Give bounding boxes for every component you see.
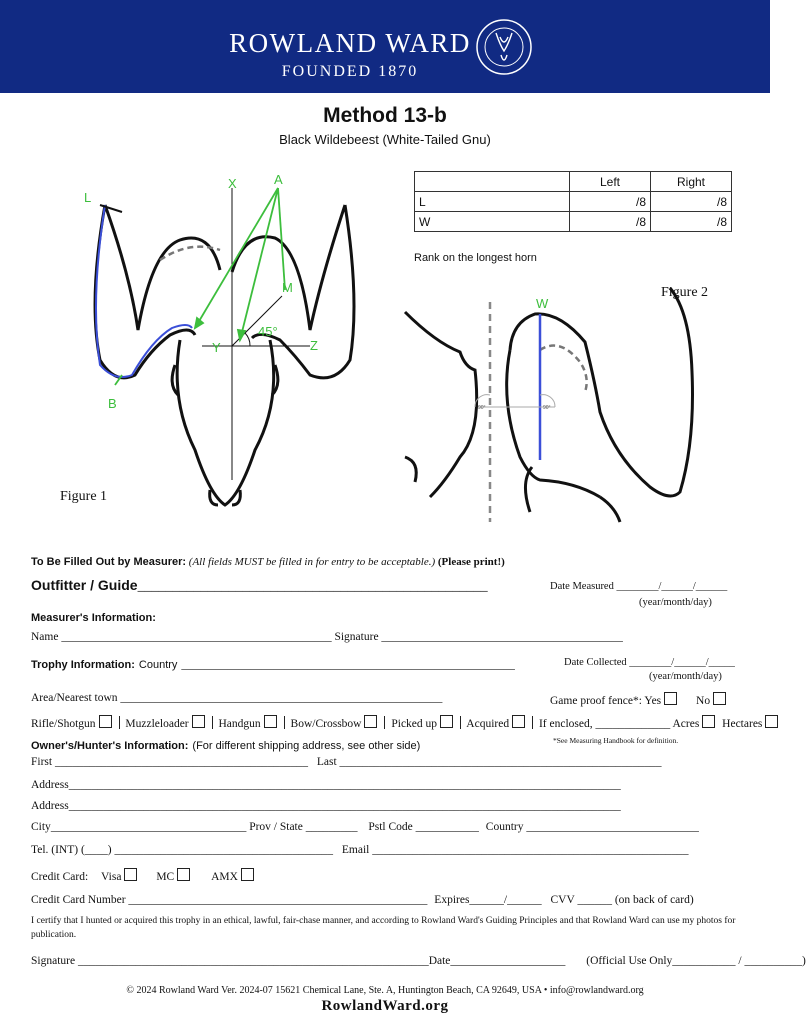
address-label-2: Address — [31, 800, 69, 812]
figure-2-label: Figure 2 — [661, 285, 709, 300]
email-label: Email — [341, 844, 370, 856]
method-bow-label: Bow/Crossbow — [290, 718, 362, 730]
mc-label: MC — [156, 871, 175, 883]
marker-y: Y — [212, 340, 221, 355]
marker-angle: 45° — [258, 324, 278, 339]
figure-2-horn-diagram — [400, 282, 730, 522]
date-measured-field[interactable]: Date Measured ________/______/______ — [550, 581, 728, 592]
marker-w: W — [536, 296, 549, 311]
table-row — [415, 192, 732, 212]
no-label: No — [696, 695, 711, 707]
rank-note: Rank on the longest horn — [414, 252, 537, 264]
outfitter-row: Outfitter / Guide__________________________________________________ — [31, 577, 488, 594]
marker-m: M — [282, 280, 293, 295]
email-field[interactable]: _______________________________________________________ — [372, 844, 689, 856]
table-row — [415, 212, 732, 232]
country-label: Country — [138, 659, 178, 671]
rifle-checkbox[interactable] — [99, 715, 112, 728]
no-checkbox[interactable] — [713, 692, 726, 705]
owner-note: (For different shipping address, see other side) — [192, 740, 421, 752]
marker-l: L — [84, 190, 92, 205]
hectares-checkbox[interactable] — [765, 715, 778, 728]
acres-checkbox[interactable] — [702, 715, 715, 728]
handbook-note: *See Measuring Handbook for definition. — [553, 736, 679, 745]
acquired-checkbox[interactable] — [512, 715, 525, 728]
country2-field[interactable]: ______________________________ — [526, 821, 699, 833]
last-field[interactable]: ________________________________________________________ — [339, 756, 662, 768]
signature2-field[interactable]: _____________________________________________________________ — [77, 955, 429, 967]
signature-field[interactable]: __________________________________________ — [381, 631, 623, 643]
seal-logo-icon — [474, 11, 534, 85]
bow-checkbox[interactable] — [364, 715, 377, 728]
game-fence-label: Game proof fence*: — [550, 695, 642, 707]
page-title: Method 13-b — [323, 104, 447, 127]
expires-field[interactable]: Expires______/______ — [434, 894, 542, 906]
name-field[interactable]: _______________________________________________ — [61, 631, 332, 643]
date2-label: Date — [428, 955, 451, 967]
handgun-checkbox[interactable] — [264, 715, 277, 728]
instructions-print: (Please print!) — [437, 556, 505, 568]
col-right-header: Right — [651, 172, 732, 192]
game-fence-row — [550, 692, 730, 707]
official-use-field: (Official Use Only___________ / __________) — [586, 955, 806, 967]
method-handgun-label: Handgun — [218, 718, 261, 730]
country2-label: Country — [485, 821, 524, 833]
figure-1-label: Figure 1 — [60, 489, 108, 504]
credit-card-label: Credit Card: — [31, 871, 89, 883]
method-picked-up-label: Picked up — [391, 718, 438, 730]
visa-label: Visa — [101, 871, 122, 883]
footer-site-link[interactable]: RowlandWard.org — [321, 998, 449, 1014]
picked-up-checkbox[interactable] — [440, 715, 453, 728]
address-row-1 — [31, 779, 621, 791]
first-field[interactable]: ____________________________________________ — [54, 756, 308, 768]
marker-x: X — [228, 176, 237, 191]
row-label: L — [415, 192, 570, 212]
date2-field[interactable]: ____________________ — [450, 955, 566, 967]
marker-b: B — [108, 396, 117, 411]
enclosed-label: If enclosed, _____________ Acres — [538, 718, 700, 730]
visa-checkbox[interactable] — [124, 868, 137, 881]
row-label: W — [415, 212, 570, 232]
area-row — [31, 692, 442, 704]
measurer-info-heading: Measurer's Information: — [31, 612, 156, 624]
city-row — [31, 821, 699, 833]
method-acquired-label: Acquired — [466, 718, 510, 730]
cc-number-field[interactable]: ____________________________________________________ — [128, 894, 428, 906]
measurement-table — [414, 171, 732, 232]
name-row — [31, 631, 623, 643]
country-field[interactable]: __________________________________________________________ — [181, 659, 515, 671]
marker-z: Z — [310, 338, 318, 353]
tel-field[interactable]: ______________________________________ — [114, 844, 333, 856]
page-subtitle: Black Wildebeest (White-Tailed Gnu) — [279, 132, 491, 147]
signature-date-row — [31, 955, 806, 967]
cc-number-row — [31, 894, 694, 906]
mc-checkbox[interactable] — [177, 868, 190, 881]
trophy-info-label: Trophy Information: — [31, 659, 135, 671]
address-field-1[interactable]: ________________________________________________________________________________________________ — [68, 779, 621, 791]
city-label: City — [31, 821, 51, 833]
method-muzzleloader-label: Muzzleloader — [125, 718, 189, 730]
angle-right-label: 90° — [543, 405, 551, 411]
cc-number-label: Credit Card Number — [31, 894, 126, 906]
hectares-label: Hectares — [722, 718, 763, 730]
area-field[interactable]: ________________________________________________________ — [120, 692, 443, 704]
founded-text: FOUNDED 1870 — [281, 63, 419, 80]
outfitter-label: Outfitter / Guide — [31, 577, 138, 593]
ymd-note-1: (year/month/day) — [639, 597, 712, 608]
cell-right[interactable]: /8 — [651, 212, 732, 232]
prov-field[interactable]: Prov / State _________ — [249, 821, 358, 833]
name-label: Name — [31, 631, 59, 643]
first-last-row — [31, 756, 662, 768]
signature-label: Signature — [334, 631, 379, 643]
figure-1-skull-diagram — [60, 160, 380, 520]
instructions-bold: To Be Filled Out by Measurer: — [31, 556, 187, 568]
angle-left-label: 90° — [478, 405, 486, 411]
yes-label: Yes — [644, 695, 662, 707]
first-label: First — [31, 756, 53, 768]
ymd-note-2: (year/month/day) — [649, 671, 722, 682]
address-label-1: Address — [31, 779, 69, 791]
owner-row — [31, 736, 420, 754]
tel-row — [31, 844, 688, 856]
date-collected-field[interactable]: Date Collected ________/______/_____ — [564, 657, 735, 668]
cvv-field[interactable]: CVV ______ (on back of card) — [550, 894, 694, 906]
footer-info: © 2024 Rowland Ward Ver. 2024-07 15621 Chemical Lane, Ste. A, Huntington Beach, CA 92649, USA • info@rowlandward.org — [126, 985, 644, 996]
last-label: Last — [316, 756, 337, 768]
col-left-header: Left — [570, 172, 651, 192]
method-rifle-label: Rifle/Shotgun — [31, 718, 96, 730]
brand-name: ROWLAND WARD — [229, 28, 471, 58]
owner-info-label: Owner's/Hunter's Information: — [31, 740, 189, 752]
cell-left[interactable]: /8 — [570, 212, 651, 232]
amx-checkbox[interactable] — [241, 868, 254, 881]
pstl-field[interactable]: Pstl Code ___________ — [368, 821, 479, 833]
yes-checkbox[interactable] — [664, 692, 677, 705]
amx-label: AMX — [211, 871, 238, 883]
cell-right[interactable]: /8 — [651, 192, 732, 212]
signature2-label: Signature — [31, 955, 76, 967]
address-row-2 — [31, 800, 621, 812]
muzzleloader-checkbox[interactable] — [192, 715, 205, 728]
instructions — [31, 556, 505, 568]
certify-text: I certify that I hunted or acquired this trophy in an ethical, lawful, fair-chase manner, and according to Rowland Ward's Guiding Principles and that Rowland Ward can use my photos for publication. — [31, 916, 736, 940]
method-row — [31, 715, 782, 730]
city-field[interactable]: __________________________________ — [50, 821, 247, 833]
cell-left[interactable]: /8 — [570, 192, 651, 212]
tel-label: Tel. (INT) (____) — [31, 844, 112, 856]
trophy-row — [31, 655, 515, 673]
address-field-2[interactable]: ________________________________________________________________________________________________ — [68, 800, 621, 812]
instructions-italic: (All fields MUST be filled in for entry to be acceptable.) — [188, 556, 436, 568]
marker-a: A — [274, 172, 283, 187]
credit-card-row — [31, 868, 258, 883]
area-label: Area/Nearest town — [31, 692, 118, 704]
